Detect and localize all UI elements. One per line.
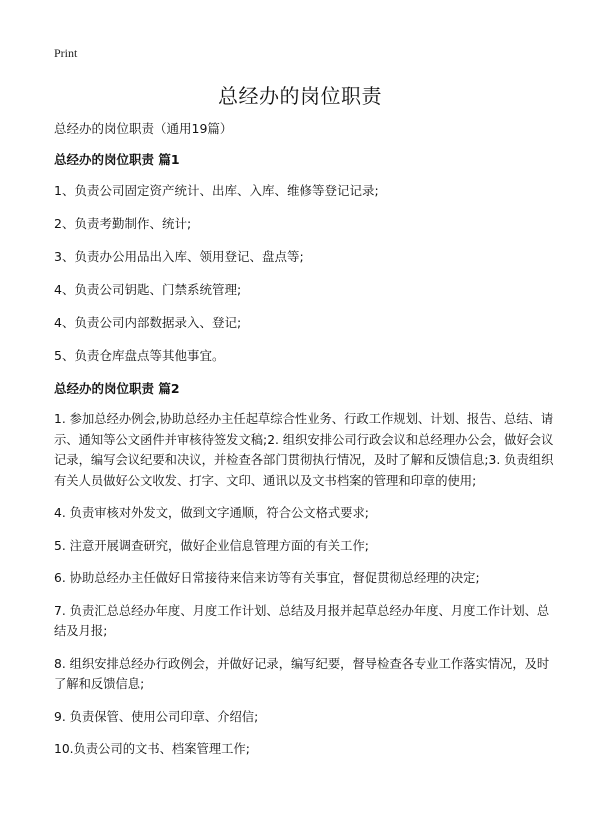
print-label: Print xyxy=(54,46,78,60)
duty-item: 4. 负责审核对外发文，做到文字通顺，符合公文格式要求; xyxy=(54,506,369,520)
duty-item: 4、负责公司内部数据录入、登记; xyxy=(54,315,242,330)
duty-item: 6. 协助总经办主任做好日常接待来信来访等有关事宜，督促贯彻总经理的决定; xyxy=(54,571,480,585)
section-heading: 总经办的岗位职责 篇2 xyxy=(54,381,180,396)
duty-item: 2、负责考勤制作、统计; xyxy=(54,216,192,231)
duty-item: 9. 负责保管、使用公司印章、介绍信; xyxy=(54,709,259,724)
section-1 xyxy=(54,149,554,366)
duty-item: 3、负责办公用品出入库、领用登记、盘点等; xyxy=(54,249,304,264)
document-title: 总经办的岗位职责 xyxy=(218,84,382,108)
document-subtitle: 总经办的岗位职责（通用19篇） xyxy=(54,121,233,136)
section-2 xyxy=(54,378,554,760)
duty-item: 7. 负责汇总总经办年度、月度工作计划、总结及月报并起草总经办年度、月度工作计划、总结及月报; xyxy=(54,603,550,638)
duty-item: 10.负责公司的文书、档案管理工作; xyxy=(54,742,250,756)
duty-item: 8. 组织安排总经办行政例会，并做好记录，编写纪要，督导检查各专业工作落实情况，及时了解和反馈信息; xyxy=(54,656,550,691)
document-body xyxy=(54,118,554,772)
duty-item: 5. 注意开展调查研究，做好企业信息管理方面的有关工作; xyxy=(54,538,369,553)
duty-item: 4、负责公司钥匙、门禁系统管理; xyxy=(54,282,242,297)
duty-item: 1. 参加总经办例会,协助总经办主任起草综合性业务、行政工作规划、计划、报告、总结、请示、通知等公文函件并审核待签发文稿;2. 组织安排公司行政会议和总经理办公会，做好会议记录，编写会议纪要和决议，并检查各部门贯彻执行情况，及时了解和反馈信息;3. 负责组织有关人员做好公文收发、打字、文印、通讯以及文书档案的管理和印章的使用; xyxy=(54,412,554,488)
section-heading: 总经办的岗位职责 篇1 xyxy=(54,152,180,167)
duty-item: 1、负责公司固定资产统计、出库、入库、维修等登记记录; xyxy=(54,183,379,198)
duty-item: 5、负责仓库盘点等其他事宜。 xyxy=(54,348,225,363)
